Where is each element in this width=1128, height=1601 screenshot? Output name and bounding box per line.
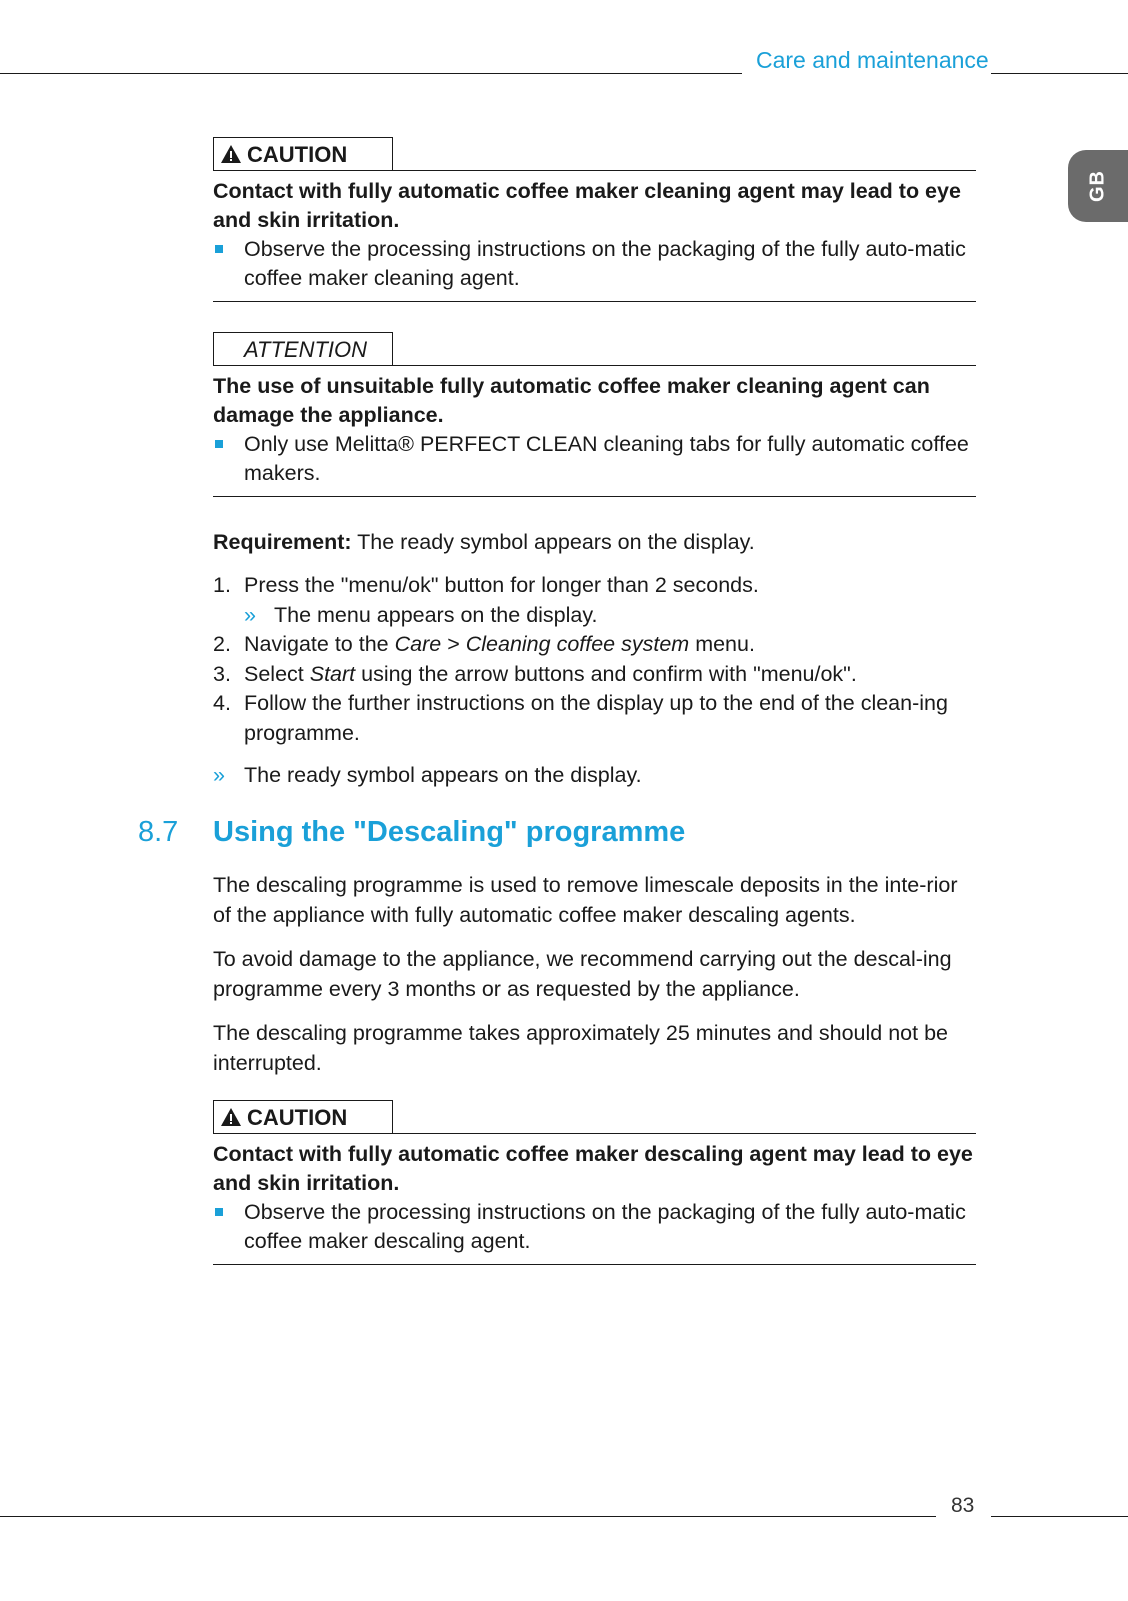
square-bullet-icon (215, 1208, 223, 1216)
menu-name-cleaning: Cleaning coffee system (465, 632, 690, 656)
step-text-post: using the arrow buttons and confirm with "menu/ok". (355, 661, 857, 686)
requirement-text: The ready symbol appears on the display. (351, 530, 755, 554)
notice-label-row (213, 1100, 976, 1134)
step-text-pre: Select (244, 661, 310, 686)
section-heading (138, 816, 976, 856)
notice-body (213, 366, 976, 497)
notice-bullet-text: Observe the processing instructions on the packaging of the fully auto-matic coffee maker cleaning agent. (244, 237, 966, 290)
footer-rule-left (0, 1516, 936, 1517)
notice-bullet-text: Only use Melitta® PERFECT CLEAN cleaning tabs for fully automatic coffee makers. (244, 432, 969, 485)
notice-bullet (213, 235, 976, 293)
language-tab-label: GB (1086, 170, 1109, 202)
double-chevron-icon: » (213, 763, 225, 787)
step-text-post: menu. (689, 632, 755, 656)
warning-triangle-icon (220, 1107, 242, 1127)
notice-bullet (213, 1198, 976, 1256)
notice-label-row (213, 137, 976, 171)
requirement-label: Requirement: (213, 530, 352, 554)
section-paragraph: To avoid damage to the appliance, we recommend carrying out the descal-ing programme every 3 months or as requested by the appliance. (213, 947, 952, 1001)
square-bullet-icon (215, 440, 223, 448)
list-item (213, 660, 976, 690)
attention-label: ATTENTION (213, 332, 393, 365)
notice-heading: Contact with fully automatic coffee maker cleaning agent may lead to eye and skin irritation. (213, 179, 961, 232)
step-result-text: The menu appears on the display. (274, 602, 598, 627)
step-text-mid: > (441, 632, 466, 656)
option-start: Start (309, 661, 356, 686)
final-result (213, 760, 976, 790)
section-paragraph: The descaling programme is used to remove limescale deposits in the inte-rior of the appliance with fully automatic coffee maker descaling agents. (213, 873, 958, 927)
caution-notice-descaling (213, 1100, 976, 1265)
notice-heading: Contact with fully automatic coffee maker descaling agent may lead to eye and skin irritation. (213, 1142, 973, 1195)
square-bullet-icon (215, 245, 223, 253)
notice-body (213, 171, 976, 302)
header-rule-right (991, 73, 1128, 74)
page-content (138, 137, 976, 1295)
attention-notice (213, 332, 976, 497)
chapter-title: Care and maintenance (756, 47, 989, 73)
step-text: Press the "menu/ok" button for longer than 2 seconds. (244, 573, 759, 597)
section-title: Using the "Descaling" programme (213, 816, 686, 848)
list-item (213, 630, 976, 660)
notice-bullet-text: Observe the processing instructions on the packaging of the fully auto-matic coffee maker descaling agent. (244, 1200, 966, 1253)
list-item (213, 571, 976, 630)
warning-triangle-icon (220, 144, 242, 164)
page-number: 83 (951, 1494, 975, 1517)
final-result-text: The ready symbol appears on the display. (244, 763, 642, 787)
language-tab (1068, 150, 1128, 222)
requirement (213, 527, 976, 557)
caution-label-text: CAUTION (247, 142, 348, 167)
notice-heading: The use of unsuitable fully automatic coffee maker cleaning agent can damage the appliance. (213, 374, 930, 427)
header-rule-left (0, 73, 742, 74)
footer-rule-right (991, 1516, 1128, 1517)
menu-name-care: Care (394, 632, 442, 656)
steps-list (213, 571, 976, 748)
section-number: 8.7 (138, 816, 179, 848)
double-chevron-icon: » (244, 602, 256, 627)
step-result (244, 601, 976, 631)
caution-notice-cleaning (213, 137, 976, 302)
step-number: 2. (213, 632, 231, 656)
caution-label (213, 1100, 393, 1133)
step-number: 4. (213, 691, 231, 715)
caution-label-text: CAUTION (247, 1105, 348, 1130)
step-number: 1. (213, 573, 231, 597)
notice-body (213, 1134, 976, 1265)
notice-label-row (213, 332, 976, 366)
section-paragraph: The descaling programme takes approximately 25 minutes and should not be interrupted. (213, 1021, 948, 1075)
list-item (213, 689, 976, 748)
step-number: 3. (213, 661, 231, 686)
step-text-pre: Navigate to the (244, 632, 395, 656)
caution-label (213, 137, 393, 170)
notice-bullet (213, 430, 976, 488)
step-text: Follow the further instructions on the display up to the end of the clean-ing programme. (244, 691, 948, 745)
